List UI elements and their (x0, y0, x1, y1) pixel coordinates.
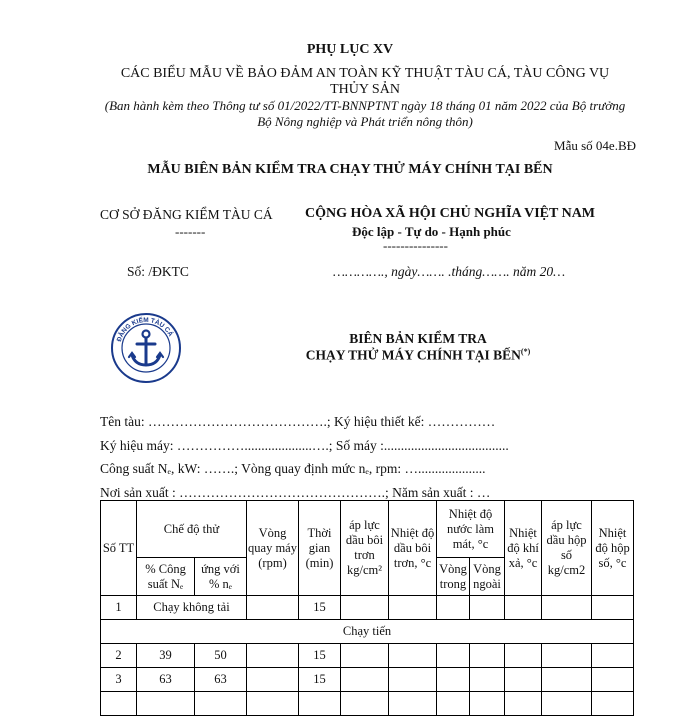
cell-empty (542, 692, 592, 716)
header-exhaust-temperature: Nhiệt độ khí xả, °c (505, 501, 542, 596)
header-stt: Số TT (101, 501, 137, 596)
cell-empty (437, 668, 470, 692)
document-number: Số: /ĐKTC (127, 264, 189, 279)
cell-empty (389, 668, 437, 692)
cell-empty (299, 692, 341, 716)
date-line: …………., ngày……. .tháng……. năm 20… (333, 264, 566, 279)
table-row (101, 644, 634, 668)
cell-empty (505, 692, 542, 716)
header-coolant-inner: Vòng trong (437, 558, 470, 596)
report-title-line1: BIÊN BẢN KIỂM TRA (349, 331, 487, 346)
motto-divider: --------------- (383, 238, 448, 253)
header-gearbox-temperature: Nhiệt độ hộp số, °c (592, 501, 634, 596)
table-row (101, 596, 634, 620)
header-speed-percent: ứng với % nₑ (195, 558, 247, 596)
cell-empty (470, 668, 505, 692)
cell-empty (542, 668, 592, 692)
cell-speed-percent: 50 (195, 644, 247, 668)
cell-empty (137, 692, 195, 716)
cell-engine-speed (247, 644, 299, 668)
cell-duration: 15 (299, 644, 341, 668)
org-name: CƠ SỞ ĐĂNG KIỂM TÀU CÁ (100, 207, 273, 222)
nation-name: CỘNG HÒA XÃ HỘI CHỦ NGHĨA VIỆT NAM (305, 206, 596, 221)
section-forward: Chạy tiến (101, 620, 634, 644)
manufacturer-field: Nơi sản xuất : ……………………………………….; Năm sản xuất : … (100, 485, 491, 500)
logo-ring-text: ĐĂNG KIỂM TÀU CÁ (115, 316, 174, 343)
header-test-mode: Chế độ thử (137, 501, 247, 558)
registry-logo (110, 312, 182, 384)
header-gearbox-pressure: áp lực dầu hộp số kg/cm2 (542, 501, 592, 596)
cell-empty (101, 692, 137, 716)
header-duration: Thời gian (min) (299, 501, 341, 596)
cell-empty (341, 668, 389, 692)
appendix-subtitle: CÁC BIỂU MẪU VỀ BẢO ĐẢM AN TOÀN KỸ THUẬT TÀU CÁ, TÀU CÔNG VỤ THỦY SẢN (120, 66, 610, 97)
cell-empty (505, 644, 542, 668)
cell-power-percent: 63 (137, 668, 195, 692)
appendix-title: PHỤ LỤC XV (306, 42, 394, 57)
cell-test-mode: Chạy không tải (137, 596, 247, 620)
cell-empty (247, 692, 299, 716)
cell-empty (341, 596, 389, 620)
test-results-table (100, 500, 634, 716)
cell-empty (389, 644, 437, 668)
header-engine-speed: Vòng quay máy (rpm) (247, 501, 299, 596)
cell-empty (341, 644, 389, 668)
table-row (101, 692, 634, 716)
cell-stt: 2 (101, 644, 137, 668)
cell-empty (505, 596, 542, 620)
cell-empty (195, 692, 247, 716)
report-title-text: CHẠY THỬ MÁY CHÍNH TẠI BẾN (305, 347, 521, 363)
cell-speed-percent: 63 (195, 668, 247, 692)
cell-duration: 15 (299, 596, 341, 620)
cell-empty (592, 596, 634, 620)
cell-empty (437, 644, 470, 668)
header-power-percent: % Công suất Nₑ (137, 558, 195, 596)
cell-empty (389, 596, 437, 620)
header-coolant-outer: Vòng ngoài (470, 558, 505, 596)
cell-empty (470, 644, 505, 668)
cell-empty (542, 596, 592, 620)
cell-stt: 3 (101, 668, 137, 692)
cell-empty (389, 692, 437, 716)
cell-empty (437, 596, 470, 620)
report-title-line2 (268, 347, 568, 364)
cell-empty (542, 644, 592, 668)
cell-empty (592, 692, 634, 716)
cell-empty (505, 668, 542, 692)
header-oil-pressure: áp lực dầu bôi trơn kg/cm² (341, 501, 389, 596)
nation-motto: Độc lập - Tự do - Hạnh phúc (352, 224, 511, 239)
cell-duration: 15 (299, 668, 341, 692)
header-coolant-temperature: Nhiệt độ nước làm mát, °c (437, 501, 505, 558)
cell-empty (470, 596, 505, 620)
power-field: Công suất Nₑ, kW: …….; Vòng quay định mức nₑ, rpm: ….................... (100, 461, 486, 476)
cell-empty (470, 692, 505, 716)
table-row (101, 668, 634, 692)
cell-power-percent: 39 (137, 644, 195, 668)
cell-empty (437, 692, 470, 716)
section-row (101, 620, 634, 644)
cell-empty (341, 692, 389, 716)
engine-model-field: Ký hiệu máy: ……………....................….; Số máy :..................................... (100, 438, 509, 453)
header-oil-temperature: Nhiệt độ dầu bôi trơn, °c (389, 501, 437, 596)
cell-empty (592, 644, 634, 668)
form-title: MẪU BIÊN BẢN KIỂM TRA CHẠY THỬ MÁY CHÍNH TẠI BẾN (147, 162, 553, 177)
cell-stt: 1 (101, 596, 137, 620)
footnote-mark: (*) (520, 347, 531, 356)
cell-engine-speed (247, 668, 299, 692)
appendix-note: (Ban hành kèm theo Thông tư số 01/2022/TT-BNNPTNT ngày 18 tháng 01 năm 2022 của Bộ trưởng Bộ Nông nghiệp và Phát triển nông thôn) (104, 98, 626, 129)
cell-engine-speed (247, 596, 299, 620)
org-divider: ------- (175, 224, 206, 239)
form-code: Mẫu số 04e.BĐ (554, 138, 636, 153)
cell-empty (592, 668, 634, 692)
ship-name-field: Tên tàu: ………………………………….; Ký hiệu thiết kế: …………… (100, 414, 496, 429)
